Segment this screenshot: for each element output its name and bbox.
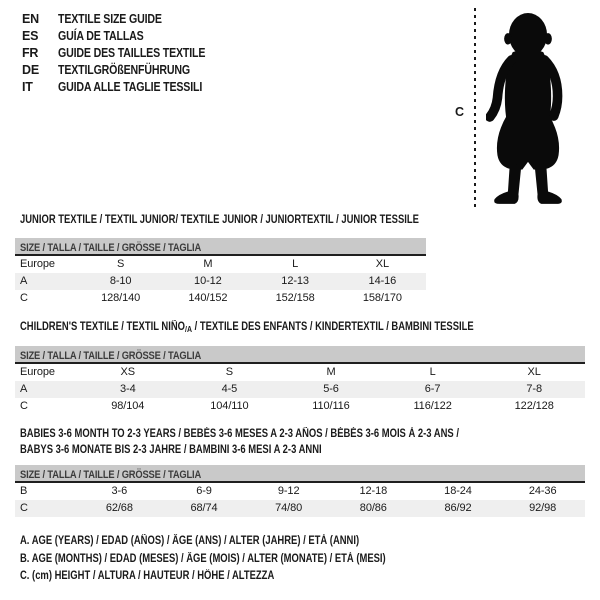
size-cell: 3-6 — [111, 485, 128, 497]
size-cell: 62/68 — [105, 502, 133, 514]
babies-size-table — [15, 465, 585, 517]
list-item — [22, 79, 231, 96]
size-cell: 80/86 — [359, 502, 387, 514]
language-code: DE — [22, 63, 39, 77]
size-cell: 4-5 — [221, 383, 238, 395]
size-cell: 24-36 — [528, 485, 557, 497]
measurement-legend — [20, 533, 466, 586]
size-header-bar — [15, 346, 585, 364]
row-label: B — [20, 485, 28, 497]
size-header-text: SIZE / TALLA / TAILLE / GRÖSSE / TAGLIA — [20, 350, 202, 362]
language-title: TEXTILE SIZE GUIDE — [58, 12, 162, 26]
legend-line-b-text: B. AGE (MONTHS) / EDAD (MESES) / ÂGE (MOIS) / ALTER (MONATE) / ETÀ (MESI) — [20, 552, 386, 565]
legend-line-c-text: C. (cm) HEIGHT / ALTURA / HAUTEUR / HÖHE / ALTEZZA — [20, 570, 275, 582]
legend-line-a-text: A. AGE (YEARS) / EDAD (AÑOS) / ÂGE (ANS) / ALTER (JAHRE) / ETÀ (ANNI) — [20, 535, 360, 547]
junior-section-title-text: JUNIOR TEXTILE / TEXTIL JUNIOR/ TEXTILE JUNIOR / JUNIORTEXTIL / JUNIOR TESSILE — [20, 214, 419, 226]
table-row — [15, 398, 585, 415]
row-label: A — [20, 383, 28, 395]
size-cell: XS — [120, 366, 136, 378]
row-label: Europe — [20, 258, 55, 270]
size-cell: 10-12 — [194, 275, 222, 287]
list-item — [22, 45, 231, 62]
legend-line-b — [20, 551, 466, 569]
size-cell: 9-12 — [277, 485, 300, 497]
babies-section-title — [20, 426, 555, 458]
size-cell: 3-4 — [119, 383, 136, 395]
children-title-suffix: / TEXTILE DES ENFANTS / KINDERTEXTIL / BAMBINI TESSILE — [191, 321, 474, 333]
junior-size-table — [15, 238, 426, 307]
language-code: EN — [22, 12, 39, 26]
size-cell: L — [292, 258, 299, 270]
size-header-bar — [15, 465, 585, 483]
language-code: IT — [22, 80, 33, 94]
size-header-text: SIZE / TALLA / TAILLE / GRÖSSE / TAGLIA — [20, 242, 202, 254]
language-title: GUIDA ALLE TAGLIE TESSILI — [58, 80, 203, 94]
size-cell: 68/74 — [190, 502, 218, 514]
language-title: GUIDE DES TAILLES TEXTILE — [58, 46, 206, 60]
baby-silhouette-image — [486, 8, 570, 208]
table-row — [15, 483, 585, 500]
size-cell: S — [225, 366, 234, 378]
size-cell: 110/116 — [312, 400, 350, 412]
size-cell: 7-8 — [526, 383, 542, 395]
height-measure-label: C — [455, 105, 465, 119]
language-title: TEXTILGRÖßENFÜHRUNG — [58, 63, 190, 77]
height-measure-dotted-line — [474, 8, 476, 210]
size-cell: 12-18 — [359, 485, 388, 497]
row-label: Europe — [20, 366, 55, 378]
size-cell: S — [117, 258, 125, 270]
table-row — [15, 290, 426, 307]
list-item — [22, 62, 231, 79]
children-title-prefix: CHILDREN'S TEXTILE / TEXTIL NIÑO — [20, 321, 186, 333]
size-cell: 158/170 — [362, 292, 402, 304]
size-cell: 14-16 — [368, 275, 397, 287]
size-cell: 128/140 — [101, 292, 141, 304]
size-cell: 152/158 — [275, 292, 315, 304]
list-item — [22, 11, 231, 28]
size-cell: 98/104 — [111, 400, 145, 412]
language-list — [22, 11, 231, 96]
language-title: GUÍA DE TALLAS — [58, 29, 144, 43]
language-code: ES — [22, 29, 39, 43]
children-section-title — [20, 319, 573, 335]
junior-section-title — [20, 212, 506, 228]
size-cell: 6-9 — [196, 485, 212, 497]
size-cell: 122/128 — [514, 400, 554, 412]
babies-title-line2: BABYS 3-6 MONATE BIS 2-3 JAHRE / BAMBINI 3-6 MESI A 2-3 ANNI — [20, 444, 322, 456]
size-cell: 74/80 — [275, 502, 303, 514]
size-cell: 5-6 — [323, 383, 339, 395]
size-header-bar — [15, 238, 426, 256]
size-header-text: SIZE / TALLA / TAILLE / GRÖSSE / TAGLIA — [20, 469, 202, 481]
children-size-table — [15, 346, 585, 415]
size-cell: 6-7 — [424, 383, 441, 395]
babies-title-line1: BABIES 3-6 MONTH TO 2-3 YEARS / BEBÉS 3-6 MESES A 2-3 AÑOS / BÉBÉS 3-6 MOIS À 2-3 ANS / — [20, 428, 459, 440]
size-cell: 116/122 — [413, 400, 452, 412]
children-title-subscript: /A — [185, 324, 192, 334]
table-row — [15, 364, 585, 381]
size-cell: 8-10 — [109, 275, 132, 287]
size-cell: 12-13 — [281, 275, 309, 287]
table-row — [15, 381, 585, 398]
row-label: C — [20, 502, 28, 514]
language-code: FR — [22, 46, 39, 60]
size-cell: M — [203, 258, 213, 270]
table-row — [15, 256, 426, 273]
table-row — [15, 273, 426, 290]
legend-line-a — [20, 533, 466, 551]
row-label: C — [20, 400, 28, 412]
size-cell: XL — [375, 258, 389, 270]
size-cell: 92/98 — [529, 502, 557, 514]
size-cell: XL — [527, 366, 541, 378]
size-cell: 18-24 — [444, 485, 472, 497]
legend-line-c — [20, 568, 466, 586]
size-cell: L — [429, 366, 436, 378]
row-label: A — [20, 275, 28, 287]
list-item — [22, 28, 231, 45]
size-cell: 104/110 — [210, 400, 249, 412]
children-section-title-text — [20, 319, 474, 335]
size-cell: 86/92 — [444, 502, 472, 514]
row-label: C — [20, 292, 28, 304]
size-cell: 140/152 — [188, 292, 228, 304]
table-row — [15, 500, 585, 517]
size-cell: M — [326, 366, 336, 378]
